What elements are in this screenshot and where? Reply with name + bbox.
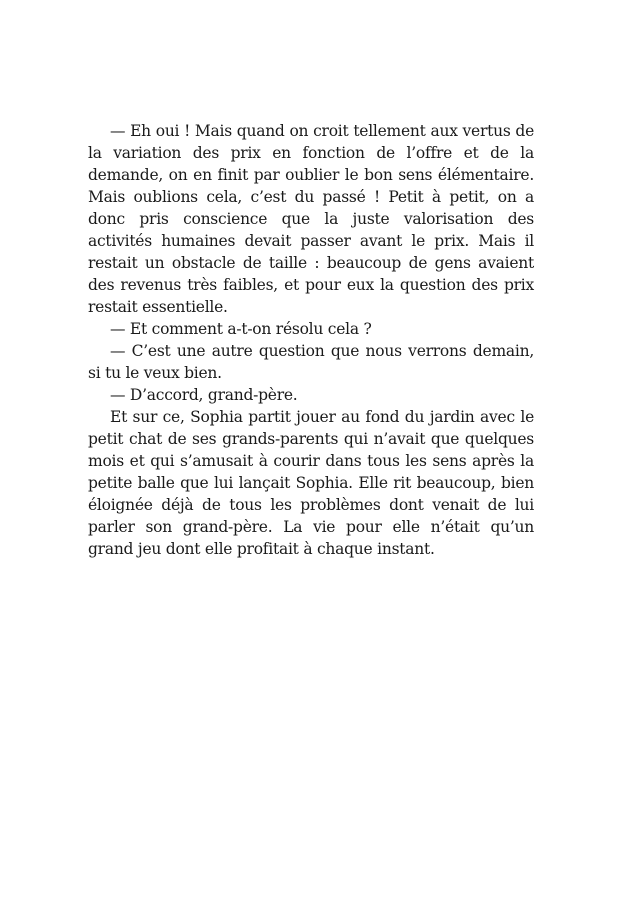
paragraph-3: — C’est une autre question que nous verrons demain, si tu le veux bien. xyxy=(88,342,534,382)
paragraph-1: — Eh oui ! Mais quand on croit tellement aux vertus de la variation des prix en fonction de l’offre et de la demande, on en finit par oublier le bon sens élémentaire. Mais oublions cela, c’est du passé ! Petit à petit, on a donc pris conscience que la juste valorisation des activités humaines devait passer avant le prix. Mais il restait un obstacle de taille : beaucoup de gens avaient des revenus très faibles, et pour eux la question des prix restait essentielle. xyxy=(88,122,534,316)
page-body-text xyxy=(88,120,534,560)
paragraph-4: — D’accord, grand-père. xyxy=(110,386,298,404)
paragraph-5: Et sur ce, Sophia partit jouer au fond du jardin avec le petit chat de ses grands-parents qui n’avait que quelques mois et qui s’amusait à courir dans tous les sens après la petite balle que lui lançait Sophia. Elle rit beaucoup, bien éloignée déjà de tous les problèmes dont venait de lui parler son grand-père. La vie pour elle n’était qu’un grand jeu dont elle profitait à chaque instant. xyxy=(88,408,534,558)
paragraph-2: — Et comment a-t-on résolu cela ? xyxy=(110,320,372,338)
